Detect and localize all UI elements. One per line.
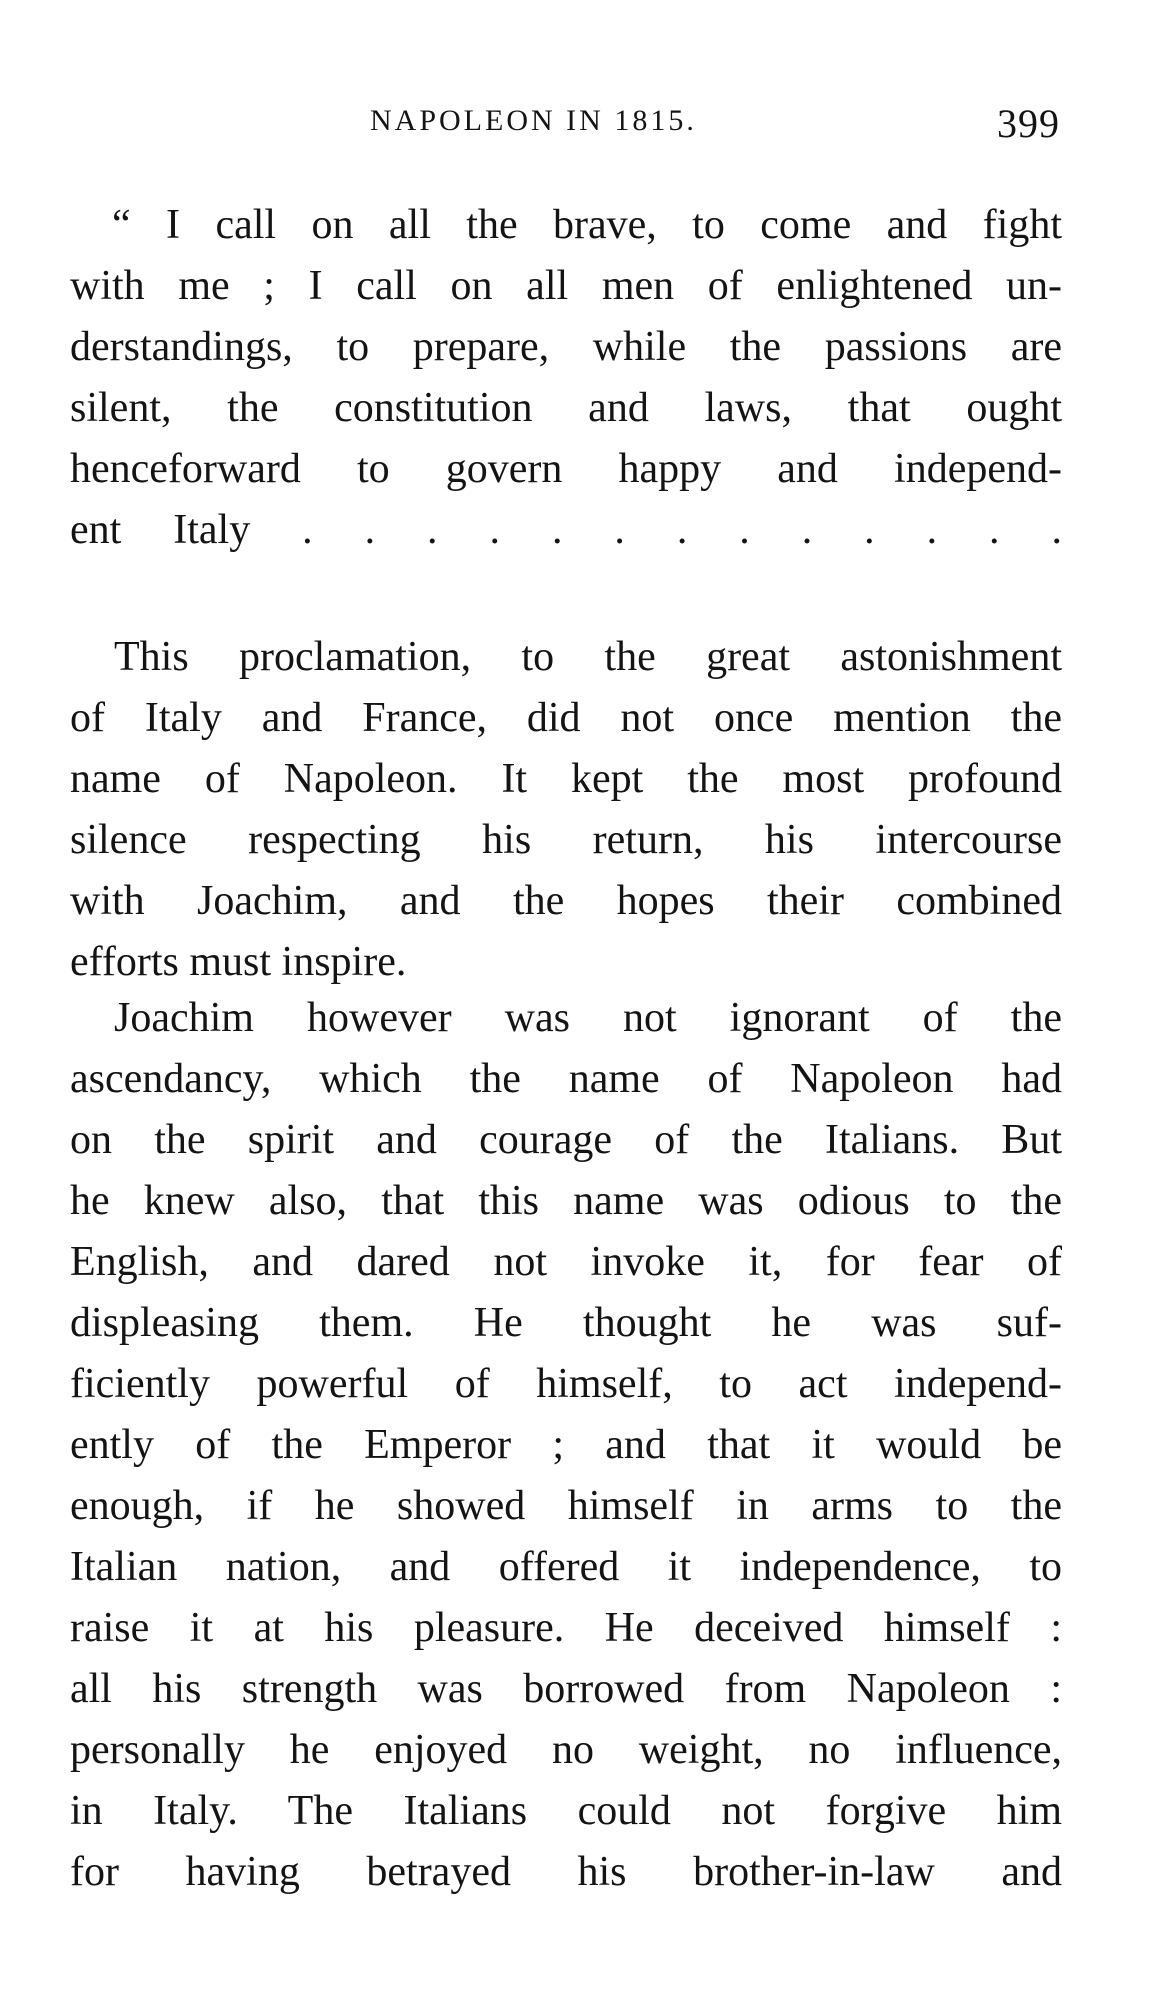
text-line: in Italy. The Italians could not forgive him: [70, 1788, 1062, 1834]
text-line: ficiently powerful of himself, to act independ-: [70, 1361, 1062, 1407]
text-line: silent, the constitution and laws, that ought: [70, 385, 1062, 431]
text-line: with Joachim, and the hopes their combined: [70, 878, 1062, 924]
text-line: all his strength was borrowed from Napoleon :: [70, 1666, 1062, 1712]
text-line: for having betrayed his brother-in-law and: [70, 1849, 1062, 1895]
proclamation-quote: [70, 195, 1062, 561]
text-line: efforts must inspire.: [70, 939, 407, 985]
text-line: derstandings, to prepare, while the passions are: [70, 324, 1062, 370]
running-title: NAPOLEON IN 1815.: [370, 104, 697, 137]
text-line: enough, if he showed himself in arms to the: [70, 1483, 1062, 1529]
text-line: raise it at his pleasure. He deceived himself :: [70, 1605, 1062, 1651]
paragraph-joachim: [70, 988, 1062, 1903]
paragraph-proclamation: [70, 627, 1062, 993]
text-line: “ I call on all the brave, to come and fight: [112, 202, 1062, 248]
text-line: he knew also, that this name was odious to the: [70, 1178, 1062, 1224]
text-line: ascendancy, which the name of Napoleon had: [70, 1056, 1062, 1102]
text-line: Italian nation, and offered it independence, to: [70, 1544, 1062, 1590]
text-line: henceforward to govern happy and independ-: [70, 446, 1062, 492]
text-line: ent Italy . . . . . . . . . . . . .: [70, 507, 1062, 553]
text-line: displeasing them. He thought he was suf-: [70, 1300, 1062, 1346]
page-header: [70, 100, 1060, 150]
text-line: ently of the Emperor ; and that it would be: [70, 1422, 1062, 1468]
text-line: with me ; I call on all men of enlightened un-: [70, 263, 1062, 309]
text-line: This proclamation, to the great astonishment: [114, 634, 1062, 680]
text-line: of Italy and France, did not once mention the: [70, 695, 1062, 741]
text-line: Joachim however was not ignorant of the: [114, 995, 1062, 1041]
text-line: English, and dared not invoke it, for fear of: [70, 1239, 1062, 1285]
text-line: personally he enjoyed no weight, no influence,: [70, 1727, 1062, 1773]
text-line: name of Napoleon. It kept the most profound: [70, 756, 1062, 802]
text-line: on the spirit and courage of the Italians. But: [70, 1117, 1062, 1163]
page-number: 399: [997, 101, 1060, 146]
text-line: silence respecting his return, his intercourse: [70, 817, 1062, 863]
